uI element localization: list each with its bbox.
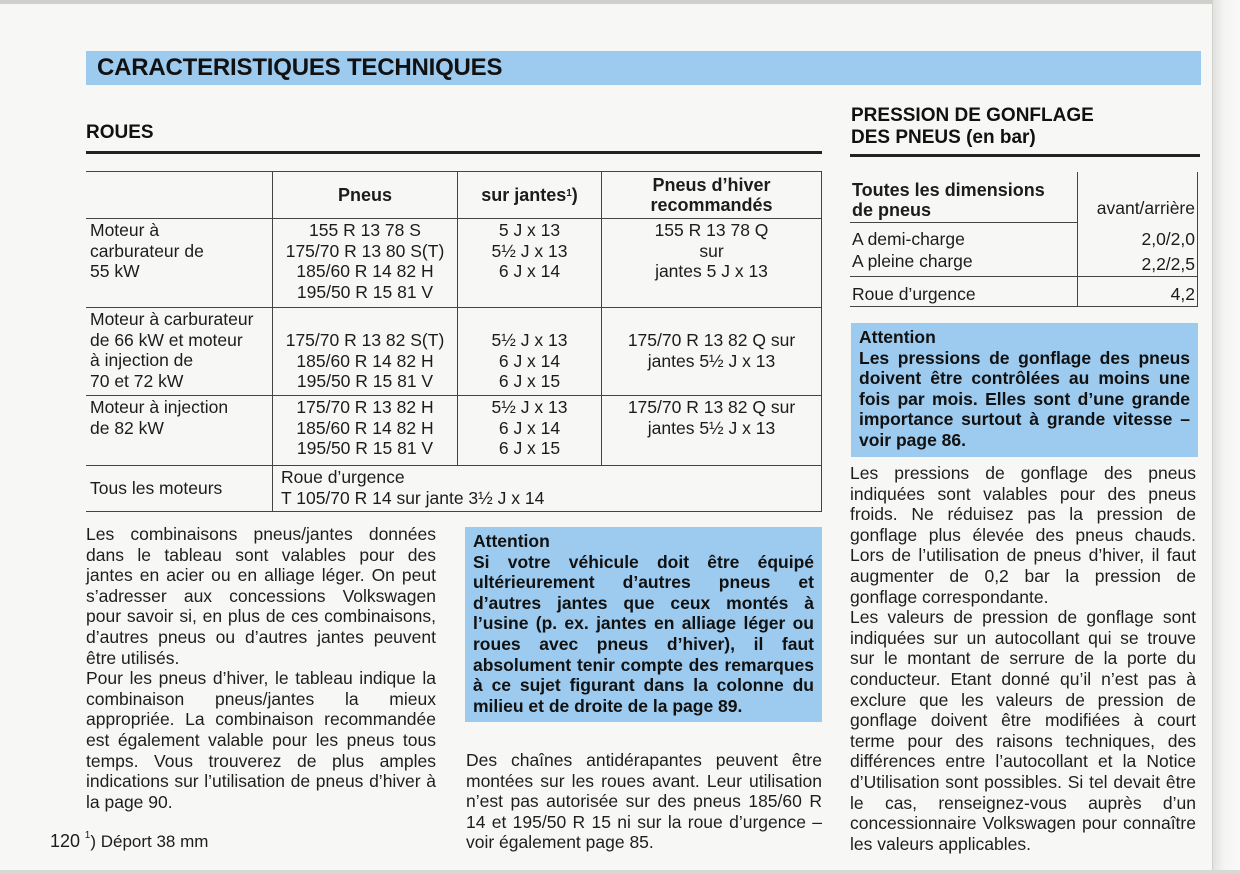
- page-footer: [50, 831, 208, 852]
- winter-cell: [602, 219, 822, 308]
- note-title: Attention: [473, 531, 550, 551]
- cell-line: 6 J x 14: [498, 350, 561, 371]
- cell-line: à injection de: [90, 350, 194, 370]
- cell-line: 6 J x 14: [498, 261, 561, 281]
- winter-cell: [602, 396, 822, 466]
- cell-line: Roue d’urgence: [281, 467, 405, 487]
- cell-line: de pneus: [852, 200, 932, 220]
- paragraph: Pour les pneus d’hiver, le tableau indique la combinaison pneus/jantes la mieux appropriée. La combinaison recommandée est également valable pour les pneus tous temps. Vous trouverez de plus amples indications sur l’utilisation de pneus d’hiver à la page 90.: [86, 668, 436, 812]
- cell-line: 6 J x 15: [498, 371, 561, 391]
- pressure-heading: [851, 105, 1094, 149]
- winter-header-line: recommandés: [650, 195, 773, 215]
- tyres-cell: [273, 308, 458, 396]
- pressure-header-value: avant/arrière: [1078, 172, 1198, 222]
- middle-text: Des chaînes antidérapantes peuvent être montées sur les roues avant. Leur utilisation n’est pas autorisée sur des pneus 185/60 R 14 et 195/50 R 15 ni sur la roue d’urgence – voir également page 85.: [466, 750, 822, 853]
- right-text: [850, 463, 1196, 854]
- cell-line: 175/70 R 13 82 S(T): [285, 330, 445, 350]
- cell-line: 185/60 R 14 82 H: [296, 261, 434, 281]
- paragraph: Les combinaisons pneus/jantes données dans le tableau sont valables pour des jantes en acier ou en alliage léger. On peut s’adresser aux concessions Volkswagen pour savoir si, en plus de ces combinaisons, d’autres pneus ou d’autres jantes peuvent être utilisés.: [86, 524, 436, 668]
- pressure-label: A demi-charge: [852, 228, 965, 249]
- table-row: [86, 396, 822, 466]
- rims-header-suffix: ): [571, 184, 578, 205]
- table-header-rims: [458, 172, 602, 219]
- cell-line: jantes 5½ J x 13: [647, 350, 776, 371]
- footnote-text: ) Déport 38 mm: [90, 832, 209, 851]
- rims-cell: [458, 308, 602, 396]
- pressure-header-row: [850, 172, 1198, 222]
- cell-line: 70 et 72 kW: [90, 370, 184, 391]
- cell-line: jantes 5½ J x 13: [647, 417, 776, 438]
- paragraph: Les pressions de gonflage des pneus indiquées sont valables pour des pneus froids. Ne réduisez pas la pression de gonflage plus élevée des pneus chauds. Lors de l’utilisation de pneus d’hiver, il faut augmenter de 0,2 bar la pression de gonflage correspondante.: [850, 463, 1196, 607]
- table-header-winter: [602, 172, 822, 219]
- rims-cell: [458, 219, 602, 308]
- cell-line: 5 J x 13: [498, 220, 561, 240]
- paragraph: Les valeurs de pression de gonflage sont indiquées sur un autocollant qui se trouve sur le montant de serrure de la porte du conducteur. Etant donné qu’il n’est pas à exclure que les valeurs de pression de gonflage doivent être modifiées à court terme pour des raisons techniques, des différences entre l’autocollant et la Notice d’Utilisation sont possibles. Si tel devait être le cas, renseignez-vous auprès d’un concessionnaire Volkswagen pour connaître les valeurs applicables.: [850, 607, 1196, 854]
- cell-line: 185/60 R 14 82 H: [296, 350, 434, 371]
- footnote-mark: 1: [566, 187, 572, 199]
- pressure-row: [850, 276, 1198, 306]
- note-title: Attention: [859, 327, 936, 347]
- section-title: CARACTERISTIQUES TECHNIQUES: [97, 54, 503, 81]
- cell-line: 5½ J x 13: [491, 240, 568, 261]
- pressure-label: A pleine charge: [850, 250, 1078, 276]
- winter-cell: [602, 308, 822, 396]
- cell-line: 195/50 R 15 81 V: [296, 438, 434, 458]
- pressure-rule: [850, 154, 1200, 157]
- cell-line: de 66 kW et moteur: [90, 329, 243, 350]
- cell-line: T 105/70 R 14 sur jante 3½ J x 14: [281, 487, 545, 508]
- cell-line: 155 R 13 78 S: [309, 220, 421, 240]
- table-header-row: [86, 172, 822, 219]
- pressure-value: 2,0/2,0: [1078, 222, 1198, 250]
- pressure-header-label: [850, 172, 1078, 222]
- cell-line: 175/70 R 13 80 S(T): [285, 240, 445, 261]
- page-top-edge: [0, 0, 1240, 4]
- table-header-engine: [86, 172, 273, 219]
- cell-line: de 82 kW: [90, 417, 164, 438]
- roues-heading: ROUES: [86, 122, 154, 143]
- table-header-tyres: Pneus: [273, 172, 458, 219]
- cell-line: 195/50 R 15 81 V: [296, 281, 434, 302]
- cell-line: 175/70 R 13 82 H: [296, 397, 434, 417]
- table-row: [86, 308, 822, 396]
- pressure-row: [850, 250, 1198, 276]
- pressure-value: 2,2/2,5: [1078, 250, 1198, 276]
- roues-rule: [86, 151, 822, 154]
- roues-table: [86, 171, 822, 512]
- cell-line: Moteur à injection: [90, 397, 229, 417]
- cell-line: 55 kW: [90, 261, 140, 281]
- cell-line: Toutes les dimensions: [852, 179, 1045, 200]
- note-body: Si votre véhicule doit être équipé ultérieurement d’autres pneus et d’autres jantes que ceux montés à l’usine (p. ex. jantes en alliage léger ou roues avec pneus d’hiver), il faut absolument tenir compte des remarques à ce sujet figurant dans la colonne du milieu et de droite de la page 89.: [473, 551, 814, 716]
- cell-line: jantes 5 J x 13: [655, 261, 768, 281]
- note-body: Les pressions de gonflage des pneus doivent être contrôlées au moins une fois par mois. Elles sont d’une grande importance surtout à grande vitesse – voir page 86.: [859, 347, 1190, 450]
- page-bottom-edge: [0, 870, 1240, 874]
- pressure-label: Roue d’urgence: [850, 276, 1078, 306]
- cell-line: Moteur à carburateur: [90, 309, 254, 329]
- table-row: [86, 219, 822, 308]
- page-number: 120: [50, 831, 81, 851]
- spare-wheel-cell: [273, 466, 822, 512]
- cell-line: 155 R 13 78 Q: [654, 220, 769, 240]
- rims-header-text: sur jantes: [481, 184, 567, 205]
- left-text: [86, 524, 436, 812]
- cell-line: 195/50 R 15 81 V: [296, 371, 434, 391]
- rims-cell: [458, 396, 602, 466]
- pressure-heading-line: DES PNEUS (en bar): [851, 127, 1036, 148]
- table-row: [86, 466, 822, 512]
- pressure-row: [850, 222, 1198, 250]
- cell-line: Moteur à: [90, 220, 160, 240]
- engine-cell: Tous les moteurs: [86, 466, 273, 512]
- cell-line: 6 J x 15: [498, 438, 561, 458]
- cell-line: carburateur de: [90, 240, 204, 261]
- winter-header-line: Pneus d’hiver: [652, 174, 771, 195]
- pressure-table: [850, 172, 1198, 307]
- cell-line: 175/70 R 13 82 Q sur: [627, 397, 796, 417]
- cell-line: 5½ J x 13: [491, 330, 568, 350]
- page-gutter: [1212, 0, 1240, 874]
- engine-cell: [86, 396, 273, 466]
- cell-line: 175/70 R 13 82 Q sur: [627, 330, 796, 350]
- cell-line: 5½ J x 13: [491, 397, 568, 417]
- engine-cell: [86, 308, 273, 396]
- cell-line: 6 J x 14: [498, 417, 561, 438]
- attention-note-pressure: [851, 323, 1198, 457]
- pressure-heading-line: PRESSION DE GONFLAGE: [851, 105, 1094, 126]
- tyres-cell: [273, 219, 458, 308]
- cell-line: sur: [699, 240, 724, 261]
- engine-cell: [86, 219, 273, 308]
- cell-line: 185/60 R 14 82 H: [296, 417, 434, 438]
- pressure-value: 4,2: [1078, 276, 1198, 306]
- attention-note-wheels: [465, 527, 822, 722]
- tyres-cell: [273, 396, 458, 466]
- footnote-mark: 1: [84, 830, 91, 841]
